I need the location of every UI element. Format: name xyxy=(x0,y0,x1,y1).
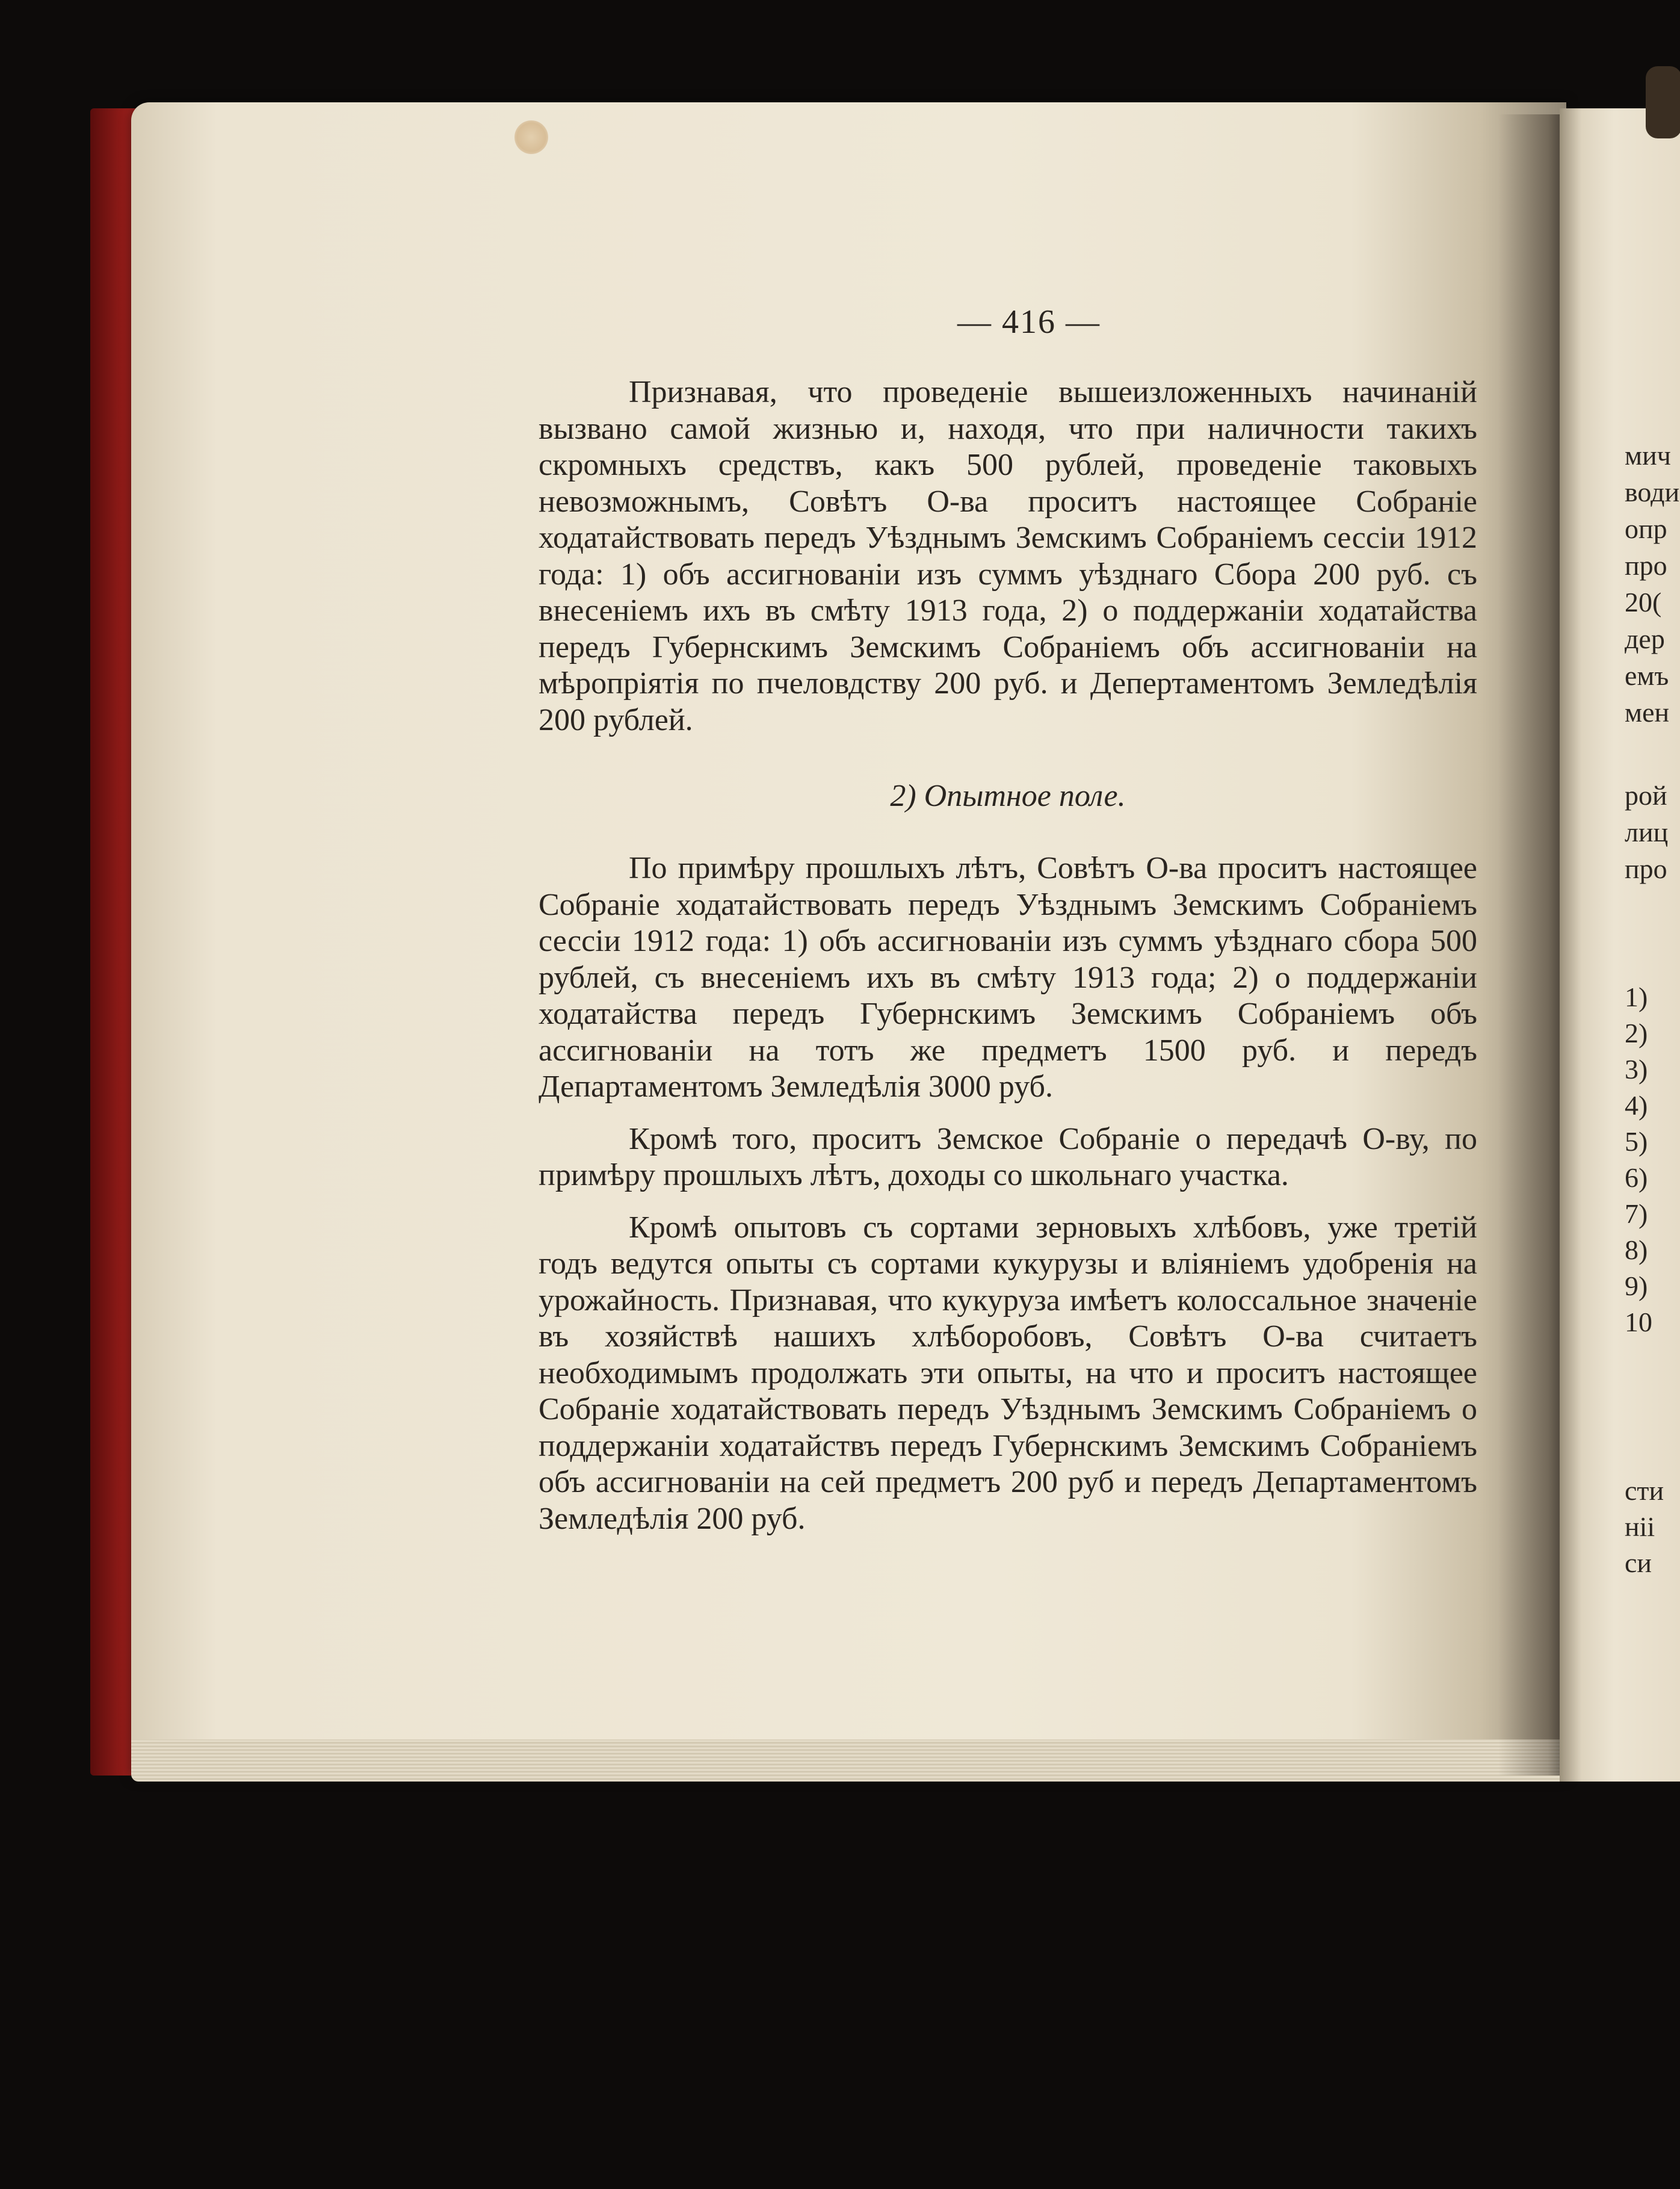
right-fragment: рой xyxy=(1625,780,1667,811)
paragraph-beekeeping: Признавая, что проведеніе вышеизложенныхъ начинаній вызвано самой жизнью и, находя, что при наличности такихъ скромныхъ средствъ, какъ 500 рублей, проведеніе таковыхъ невозможнымъ, Совѣтъ О-ва проситъ настоящее Собраніе ходатайствовать передъ Уѣзднымъ Земскимъ Собраніемъ сессіи 1912 года: 1) объ ассигнованіи изъ суммъ уѣзднаго Сбора 200 руб. съ внесеніемъ ихъ въ смѣту 1913 года, 2) о поддержаніи ходатайства передъ Губернскимъ Земскимъ Собраніемъ объ ассигнованіи на мѣропріятія по пчеловдству 200 руб. и Депертаментомъ Земледѣлія 200 рублей. xyxy=(539,375,1477,737)
right-fragment: 6) xyxy=(1625,1162,1648,1193)
right-fragment: 1) xyxy=(1625,982,1648,1012)
paragraph-corn-experiments: Кромѣ опытовъ съ сортами зерновыхъ хлѣбовъ, уже третій годъ ведутся опыты съ сортами кукурузы и вліяніемъ удобренія на урожайность. Признавая, что кукуруза имѣетъ колоссальное значеніе въ хозяйствѣ нашихъ хлѣборобовъ, Совѣтъ О-ва считаетъ необходимымъ продолжать эти опыты, на что и проситъ настоящее Собраніе ходатайствовать передъ Уѣзднымъ Земскимъ Собраніемъ о поддержаніи ходатайствъ передъ Губернскимъ Земскимъ Собраніемъ объ ассигнованіи на сей предметъ 200 руб и передъ Департаментомъ Земледѣлія 200 руб. xyxy=(539,1210,1477,1536)
page-edges xyxy=(131,1739,1566,1782)
right-fragment: мич xyxy=(1625,440,1671,471)
right-fragment: ніі xyxy=(1625,1511,1655,1542)
right-fragment: 3) xyxy=(1625,1054,1648,1085)
right-fragment: про xyxy=(1625,550,1667,581)
paragraph-experimental-field: По примѣру прошлыхъ лѣтъ, Совѣтъ О-ва проситъ настоящее Собраніе ходатайствовать передъ Уѣзднымъ Земскимъ Собраніемъ сессіи 1912 года: 1) объ ассигнованіи изъ суммъ уѣзднаго сбора 500 рублей, съ внесеніемъ ихъ въ смѣту 1913 года; 2) о поддержаніи ходатайства передъ Губернскимъ Земскимъ Собраніемъ объ ассигнованіи на тотъ же предметъ 1500 руб. и передъ Департаментомъ Земледѣлія 3000 руб. xyxy=(539,851,1477,1104)
right-fragment: 9) xyxy=(1625,1271,1648,1301)
left-page-text xyxy=(539,301,1477,1537)
right-fragment: води xyxy=(1625,477,1680,507)
right-page xyxy=(1560,108,1680,1782)
right-page-corner xyxy=(1646,66,1680,138)
right-fragment: 10 xyxy=(1625,1307,1652,1337)
right-fragment: 4) xyxy=(1625,1090,1648,1121)
right-fragment: сти xyxy=(1625,1475,1664,1506)
right-fragment: опр xyxy=(1625,513,1667,544)
right-fragment: 7) xyxy=(1625,1198,1648,1229)
right-fragment: мен xyxy=(1625,697,1670,728)
page-number: — 416 — xyxy=(957,303,1101,341)
right-fragment: 20( xyxy=(1625,587,1662,618)
right-fragment: емъ xyxy=(1625,660,1669,691)
paragraph-school-plot: Кромѣ того, проситъ Земское Собраніе о передачѣ О-ву, по примѣру прошлыхъ лѣтъ, доходы со школьнаго участка. xyxy=(539,1121,1477,1192)
right-fragment: си xyxy=(1625,1547,1652,1578)
right-fragment: 5) xyxy=(1625,1126,1648,1157)
paper-stain xyxy=(514,120,548,154)
right-fragment: дер xyxy=(1625,624,1665,654)
right-fragment: 8) xyxy=(1625,1234,1648,1265)
right-fragment: про xyxy=(1625,853,1667,884)
right-fragment: 2) xyxy=(1625,1018,1648,1048)
right-fragment: лиц xyxy=(1625,817,1669,847)
section-heading: 2) Опытное поле. xyxy=(890,779,1126,813)
